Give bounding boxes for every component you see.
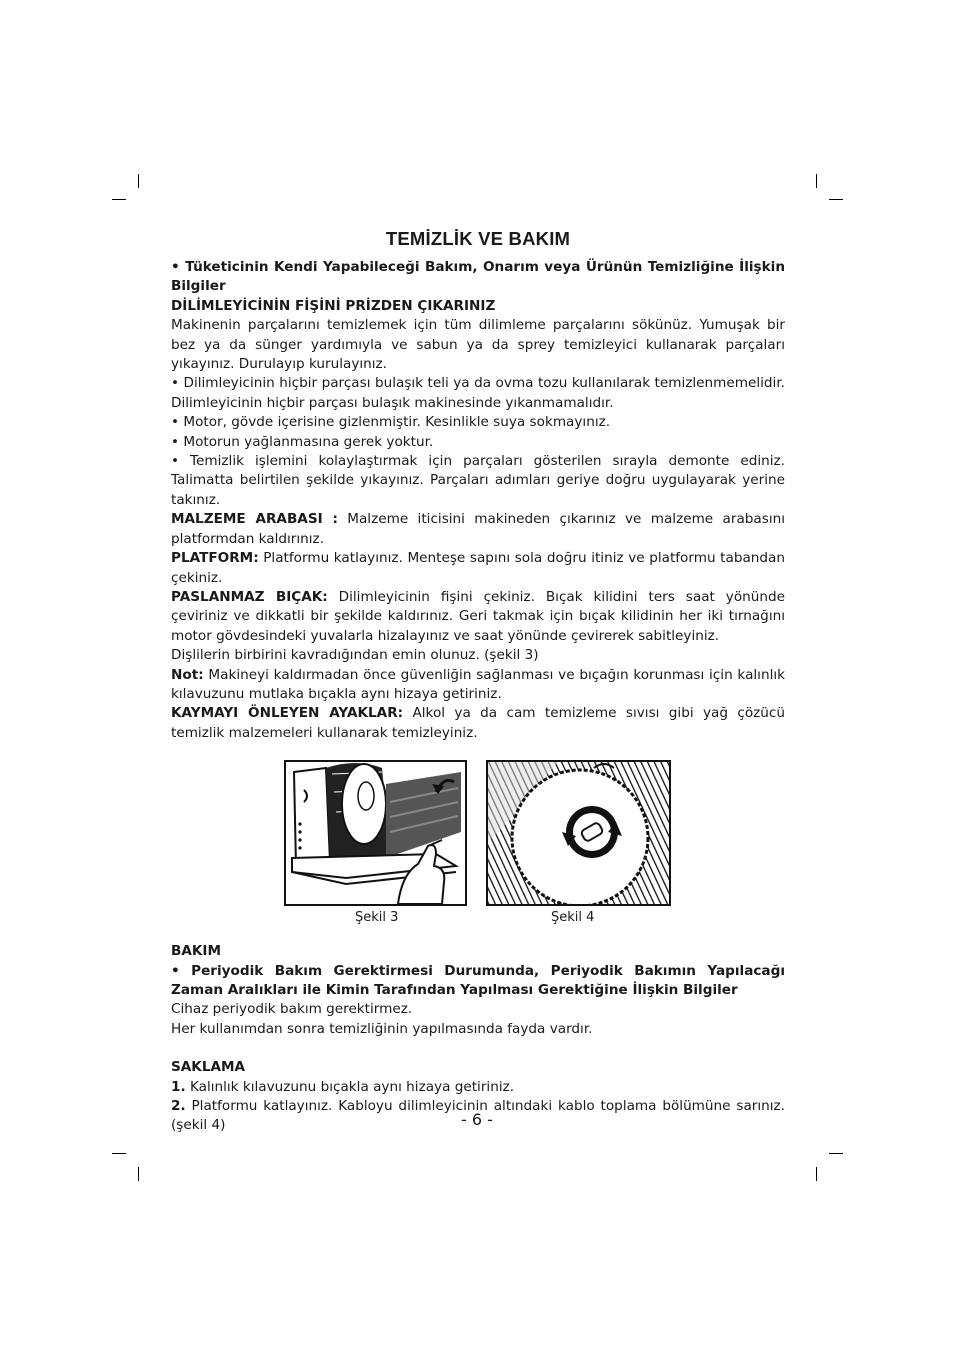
malzeme-paragraph: MALZEME ARABASI : Malzeme iticisini makineden çıkarınız ve malzeme arabasını platformdan kaldırınız.: [171, 511, 785, 547]
bakim-subheading: • Periyodik Bakım Gerektirmesi Durumunda, Periyodik Bakımın Yapılacağı Zaman Aralıkları ile Kimin Tarafından Yapılması Gerektiğine İlişkin Bilgiler: [171, 962, 785, 998]
feet-paragraph: KAYMAYI ÖNLEYEN AYAKLAR: Alkol ya da cam temizleme sıvısı gibi yağ çözücü temizlik malzemeleri kullanarak temizleyiniz.: [171, 705, 786, 741]
intro-paragraph: Makinenin parçalarını temizlemek için tüm dilimleme parçalarını sökünüz. Yumuşak bir bez ya da sünger yardımıyla ve sabun ya da sprey temizleyici kullanarak parçaları yıkayınız. Durulayıp kurulayınız.: [171, 317, 785, 373]
bullet-item: • Motor, gövde içerisine gizlenmiştir. Kesinlikle suya sokmayınız.: [171, 414, 611, 431]
saklama-step: 2. Platformu katlayınız. Kabloyu dilimleyicinin altındaki kablo toplama bölümüne sarınız. (şekil 4): [171, 1098, 785, 1134]
section-heading: • Tüketicinin Kendi Yapabileceği Bakım, Onarım veya Ürünün Temizliğine İlişkin Bilgiler: [171, 259, 785, 295]
figure-4-illustration: [486, 760, 671, 906]
section-subheading: DİLİMLEYİCİNİN FİŞİNİ PRİZDEN ÇIKARINIZ: [171, 297, 496, 314]
crop-mark: [112, 1153, 126, 1154]
bakim-line: Cihaz periyodik bakım gerektirmez.: [171, 1001, 413, 1018]
bakim-line: Her kullanımdan sonra temizliğinin yapılmasında fayda vardır.: [171, 1020, 593, 1037]
page-title: TEMİZLİK VE BAKIM: [385, 228, 571, 249]
figure-3-illustration: [284, 760, 467, 906]
page-number: - 6 -: [461, 1110, 493, 1129]
saklama-heading: SAKLAMA: [171, 1059, 246, 1076]
bullet-item: • Dilimleyicinin hiçbir parçası bulaşık teli ya da ovma tozu kullanılarak temizlenmemelidir. Dilimleyicinin hiçbir parçası bulaşık makinesinde yıkanmamalıdır.: [171, 375, 785, 411]
crop-mark: [829, 199, 843, 200]
bakim-heading: BAKIM: [171, 943, 222, 960]
note-paragraph: Not: Makineyi kaldırmadan önce güvenliğin sağlanması ve bıçağın korunması için kalınlık kılavuzunu mutlaka bıçakla aynı hizaya getiriniz.: [171, 666, 785, 702]
bicak-paragraph: PASLANMAZ BIÇAK: Dilimleyicinin fişini çekiniz. Bıçak kilidini ters saat yönünde çeviriniz ve dikkatli bir şekilde kaldırınız. Geri takmak için bıçak kilidinin her iki tırnağını motor gövdesindeki yuvalarla hizalayınız ve saat yönünde çevirerek sabitleyiniz.: [171, 588, 785, 644]
bullet-item: • Temizlik işlemini kolaylaştırmak için parçaları gösterilen sırayla demonte ediniz. Talimatta belirtilen şekilde yıkayınız. Parçaları adımları geriye doğru uygulayarak yerine takınız.: [171, 453, 785, 508]
crop-mark: [138, 1167, 139, 1181]
saklama-step: 1. Kalınlık kılavuzunu bıçakla aynı hizaya getiriniz.: [171, 1078, 515, 1095]
figure-4-caption: Şekil 4: [551, 910, 595, 926]
gear-note-paragraph: Dişlilerin birbirini kavradığından emin olunuz. (şekil 3): [171, 647, 539, 664]
figures-row: [171, 760, 785, 938]
crop-mark: [829, 1153, 843, 1154]
crop-mark: [138, 174, 139, 188]
crop-mark: [112, 199, 126, 200]
figure-3-caption: Şekil 3: [355, 910, 399, 926]
page-content: [171, 228, 785, 1136]
crop-mark: [816, 174, 817, 188]
platform-paragraph: PLATFORM: Platformu katlayınız. Menteşe sapını sola doğru itiniz ve platformu tabandan çekiniz.: [171, 550, 785, 586]
bullet-item: • Motorun yağlanmasına gerek yoktur.: [171, 433, 434, 450]
crop-mark: [816, 1167, 817, 1181]
